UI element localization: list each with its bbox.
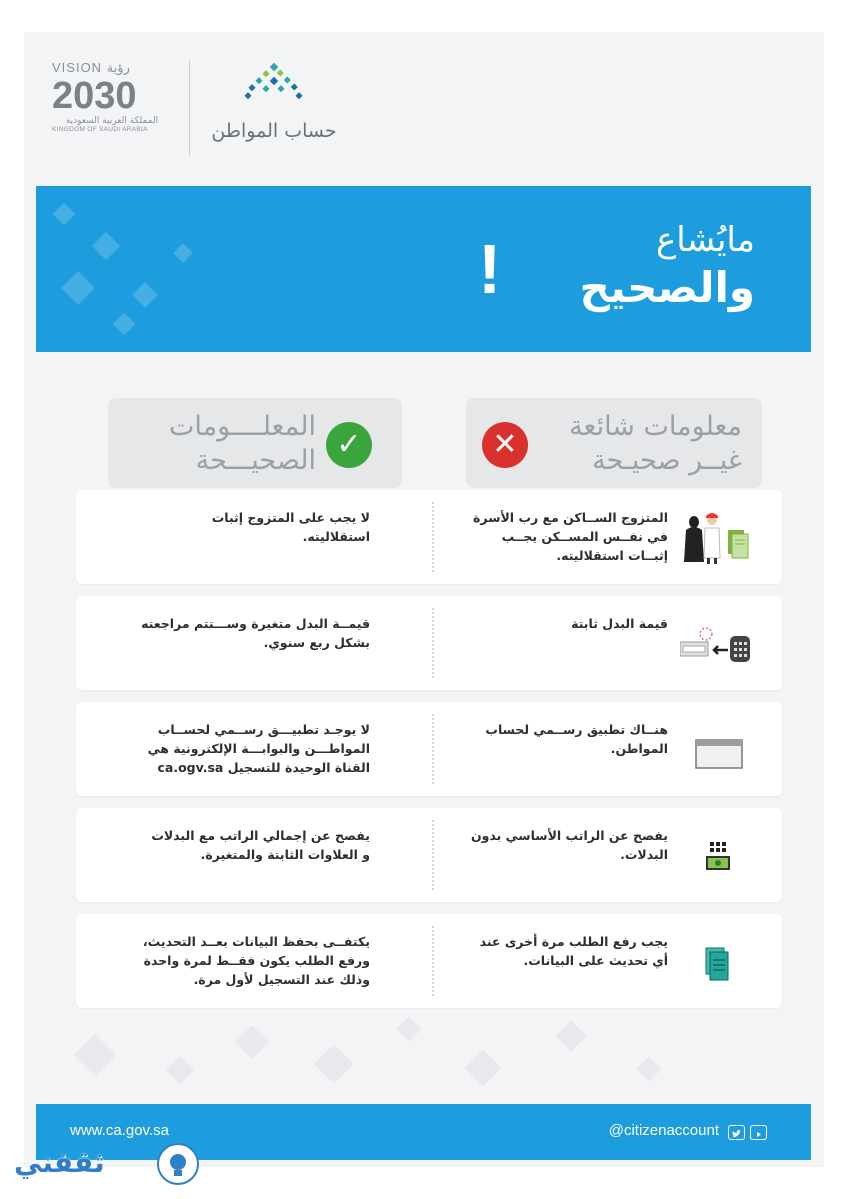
vision-label: VISION xyxy=(52,60,103,75)
facts-title-line2: الصحيـــحة xyxy=(195,445,316,476)
myths-title-line1: معلومات شائعة xyxy=(569,411,742,442)
comparison-row xyxy=(76,702,782,796)
fact-text: قيمــة البدل متغيرة وســـتتم مراجعته بشكل ربع سنوي. xyxy=(141,616,370,650)
vision-ar-label: رؤية xyxy=(106,61,130,76)
decorative-pattern-icon xyxy=(40,1010,800,1100)
watermark-text: ثقفني xyxy=(14,1146,105,1179)
myths-column-header xyxy=(466,398,762,488)
citizen-account-emblem-icon xyxy=(244,62,304,112)
fact-text: يفصح عن إجمالي الراتب مع البدلات و العلاوات الثابتة والمتغيرة. xyxy=(151,828,370,862)
facts-column-header xyxy=(108,398,402,488)
banner-title-line1: مايُشاع xyxy=(655,220,755,260)
facts-title-line1: المعلــــومات xyxy=(169,411,316,442)
myth-text: المتزوج الســاكن مع رب الأسرة في نفــس المســكن يجــب إثبــات استقلاليته. xyxy=(473,510,668,563)
row-separator xyxy=(432,926,436,996)
social-handle[interactable]: @citizenaccount xyxy=(608,1122,719,1139)
title-banner xyxy=(36,186,811,352)
logo-divider xyxy=(189,60,190,156)
family-documents-icon xyxy=(680,506,752,568)
cross-icon: ✕ xyxy=(482,422,528,468)
comparison-row xyxy=(76,490,782,584)
fact-text: لا يجب على المتزوج إثبات استقلاليته. xyxy=(211,510,370,544)
exclamation-mark: ! xyxy=(478,230,502,308)
myth-text: قيمة البدل ثابتة xyxy=(571,616,668,631)
row-separator xyxy=(432,820,436,890)
row-separator xyxy=(432,714,436,784)
check-icon: ✓ xyxy=(326,422,372,468)
facts-title xyxy=(169,410,316,478)
comparison-row xyxy=(76,808,782,902)
salary-icon xyxy=(680,824,752,886)
kingdom-en: KINGDOM OF SAUDI ARABIA xyxy=(52,126,148,133)
browser-window-icon xyxy=(680,718,752,780)
myths-title xyxy=(569,410,742,478)
comparison-row xyxy=(76,596,782,690)
documents-icon xyxy=(680,930,752,992)
site-watermark xyxy=(14,1140,214,1190)
twitter-icon[interactable] xyxy=(728,1125,745,1140)
youtube-icon[interactable] xyxy=(750,1125,767,1140)
row-separator xyxy=(432,608,436,678)
myths-title-line2: غيــر صحيـحة xyxy=(592,445,742,476)
banner-pattern-icon xyxy=(36,186,256,352)
myth-text: يفصح عن الراتب الأساسي بدون البدلات. xyxy=(470,828,668,862)
banner-title xyxy=(580,218,755,314)
myth-text: يجب رفع الطلب مرة أخرى عند أي تحديث على البيانات. xyxy=(479,934,668,968)
row-separator xyxy=(432,502,436,572)
fact-text: لا يوجـد تطبيـــق رســمي لحســاب المواطـــن والبوابـــة الإلكترونية هي القناة الوحيدة للتسجيل ca.ogv.sa xyxy=(147,722,370,775)
banner-title-line2: والصحيح xyxy=(579,263,755,312)
vision-year: 2030 xyxy=(52,75,137,117)
lightbulb-icon xyxy=(154,1142,202,1186)
kingdom-ar: المملكة العربية السعودية xyxy=(65,116,159,126)
vision-2030-logo xyxy=(52,60,176,156)
myth-text: هنــاك تطبيق رســمي لحساب المواطن. xyxy=(485,722,668,756)
website-link[interactable]: www.ca.gov.sa xyxy=(70,1122,169,1139)
citizen-account-name: حساب المواطن xyxy=(211,120,337,142)
fact-text: يكتفــى بحفظ البيانات بعــد التحديث، ورفع الطلب يكون فقــط لمرة واحدة وذلك عند التسجيل لأول مرة. xyxy=(142,934,370,987)
citizen-account-logo xyxy=(204,62,344,152)
calculator-money-icon xyxy=(680,612,752,674)
comparison-row xyxy=(76,914,782,1008)
